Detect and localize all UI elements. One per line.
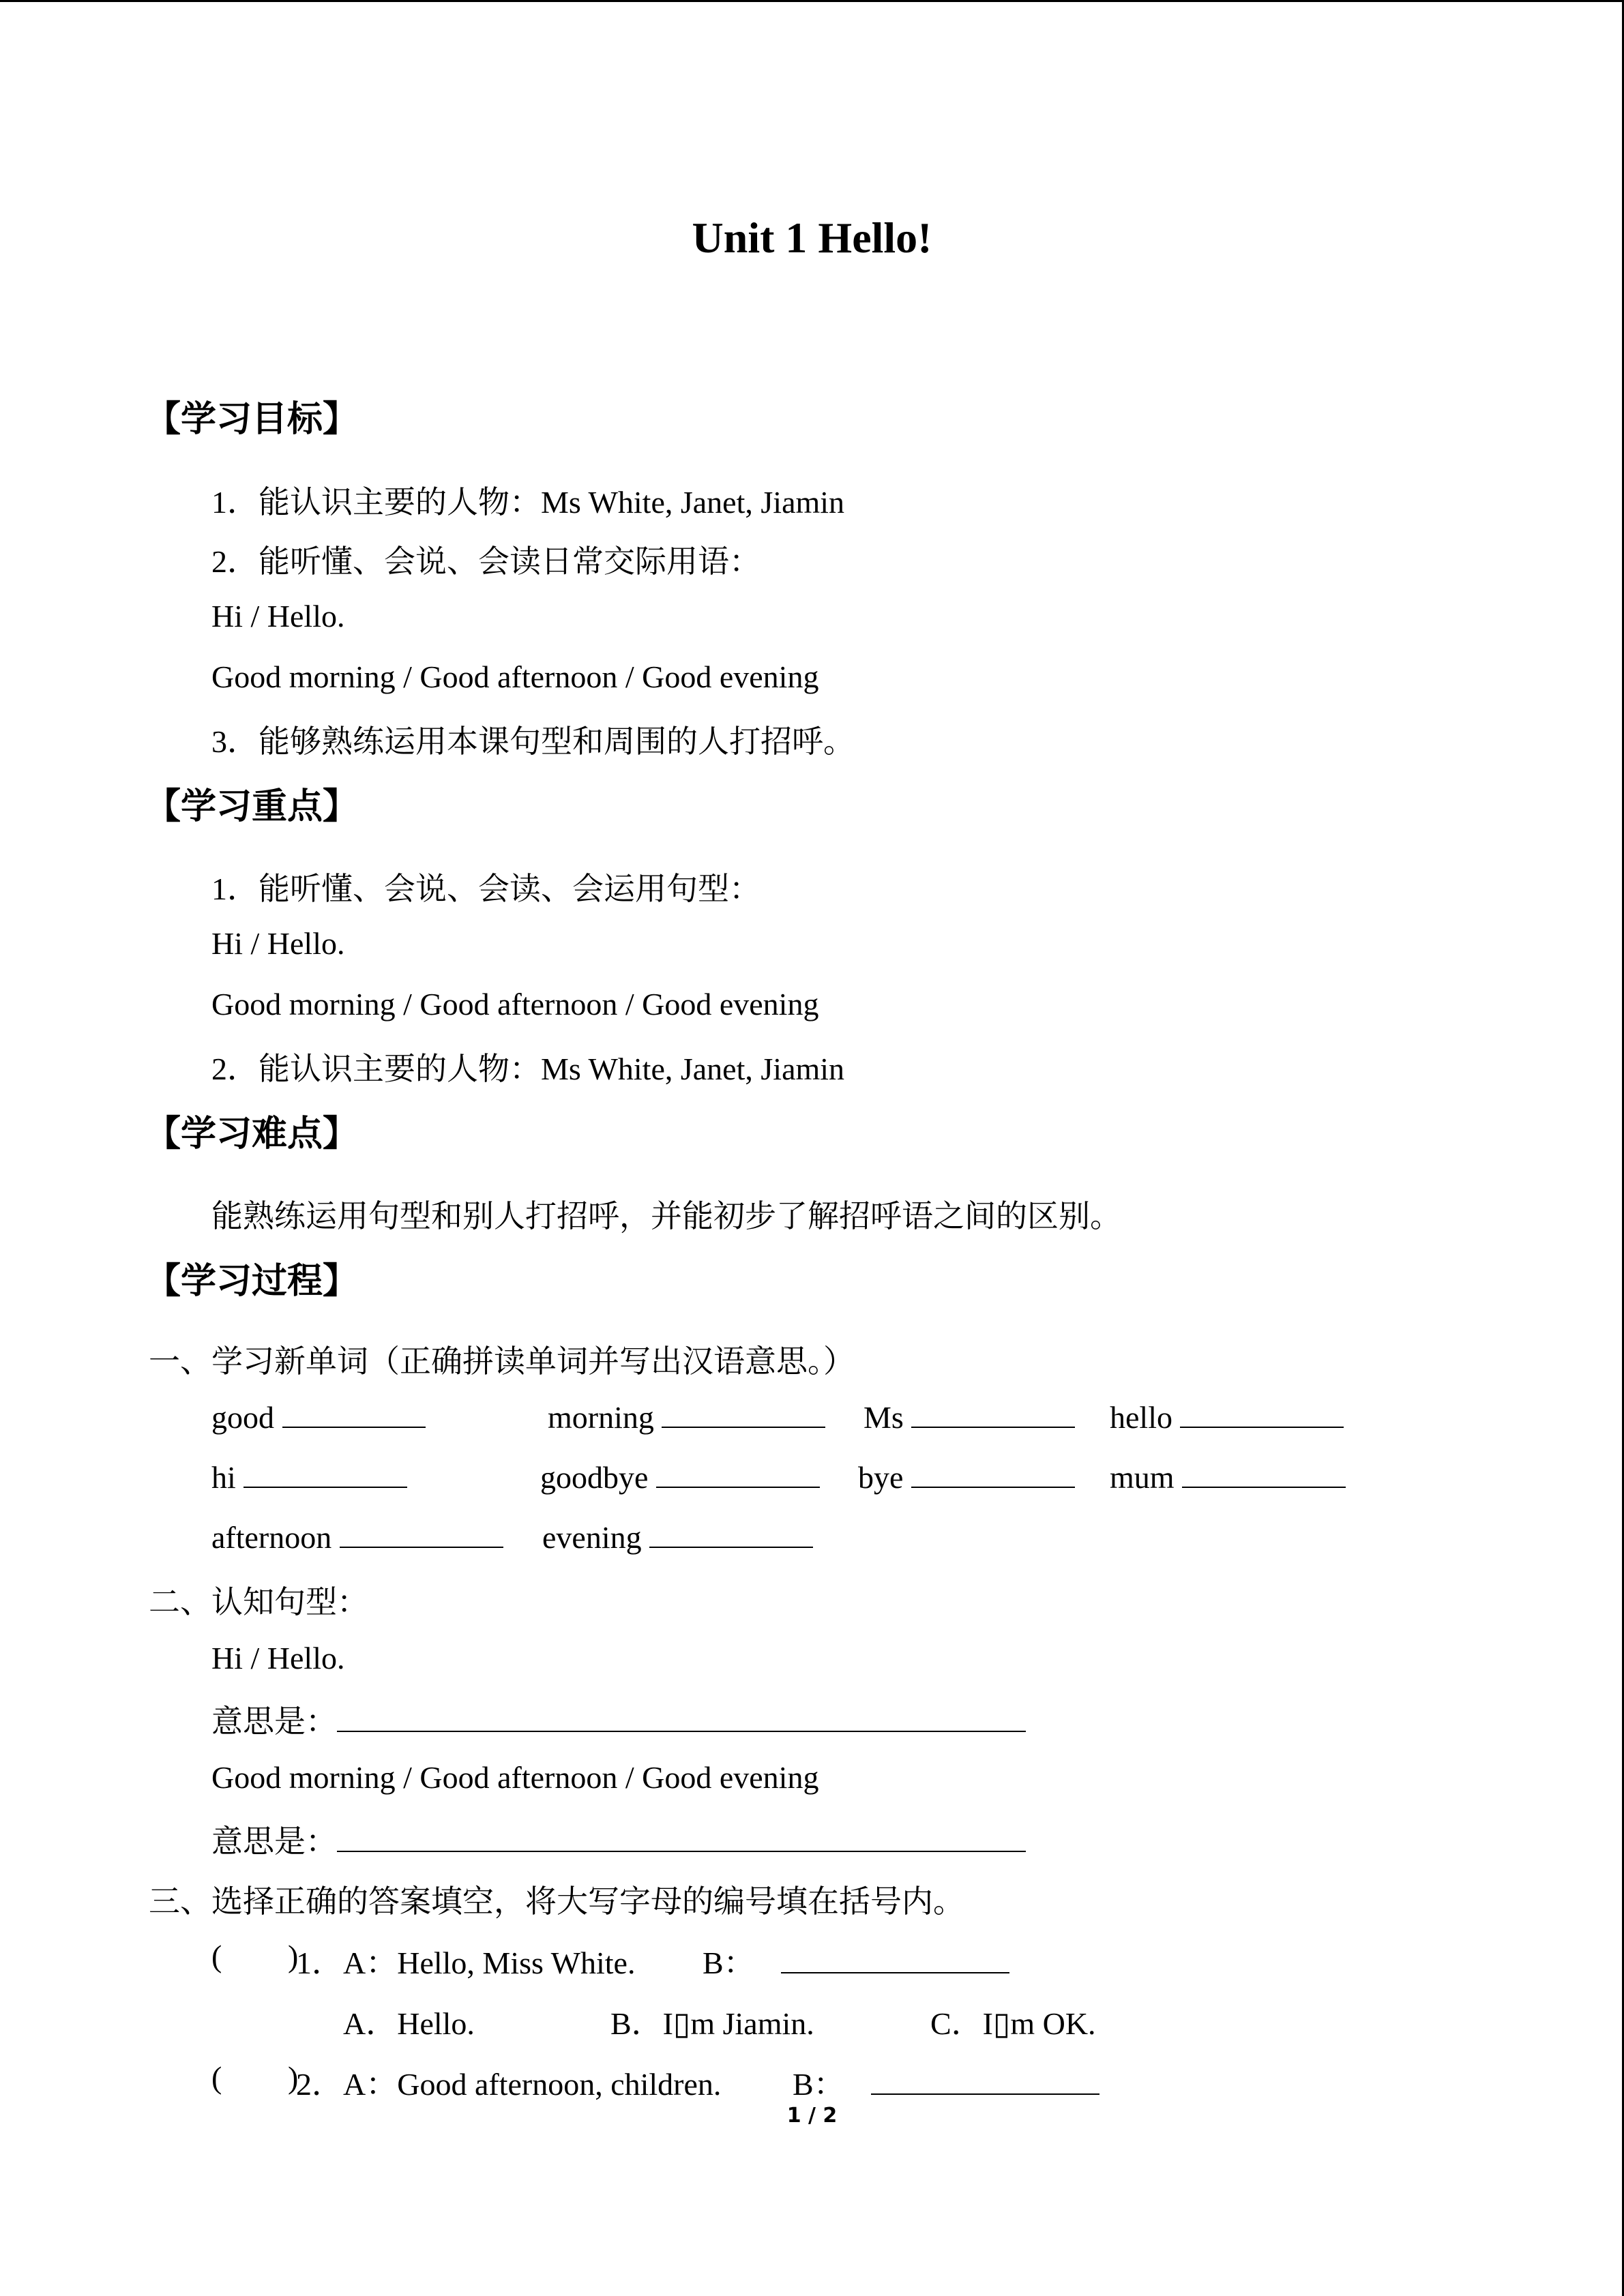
- meaning-blank[interactable]: [337, 1703, 1026, 1732]
- word-item: [1110, 1399, 1344, 1435]
- word-blank[interactable]: [662, 1399, 825, 1428]
- word-blank[interactable]: [656, 1459, 820, 1488]
- keypoint-item: 2．能认识主要的人物：Ms White, Janet, Jiamin: [211, 1052, 845, 1086]
- word-label: good: [211, 1400, 274, 1435]
- objective-item: Good morning / Good afternoon / Good evening: [211, 659, 819, 694]
- word-item: [863, 1399, 1075, 1435]
- question-2-text: 2．A：Good afternoon, children.: [296, 2067, 722, 2102]
- part2-title: 二、认知句型：: [149, 1585, 368, 1620]
- keypoint-item: 1．能听懂、会说、会读、会运用句型：: [211, 871, 761, 906]
- pattern-sentence: Good morning / Good afternoon / Good evening: [211, 1760, 819, 1795]
- objective-item: Hi / Hello.: [211, 599, 345, 633]
- heading-objectives: 【学习目标】: [145, 399, 359, 440]
- meaning-label: 意思是：: [211, 1824, 337, 1859]
- b-label: B：: [793, 2067, 845, 2102]
- question-2-b: [793, 2059, 1099, 2104]
- heading-keypoints: 【学习重点】: [145, 786, 359, 827]
- word-label: Ms: [863, 1400, 904, 1435]
- word-label: hi: [211, 1460, 236, 1495]
- meaning-label: 意思是：: [211, 1704, 337, 1739]
- meaning-blank[interactable]: [337, 1823, 1026, 1852]
- page-title: Unit 1 Hello!: [692, 213, 932, 262]
- word-item: [540, 1459, 820, 1495]
- word-item: [542, 1519, 813, 1555]
- word-blank[interactable]: [243, 1459, 407, 1488]
- objective-item: 3．能够熟练运用本课句型和周围的人打招呼。: [211, 724, 855, 759]
- part1-title: 一、学习新单词（正确拼读单词并写出汉语意思。）: [149, 1344, 855, 1379]
- b-label: B：: [703, 1945, 755, 1980]
- part3-title: 三、选择正确的答案填空，将大写字母的编号填在括号内。: [149, 1884, 964, 1919]
- answer-blank[interactable]: [871, 2066, 1099, 2095]
- answer-paren-close: ): [288, 1939, 299, 1973]
- objective-item: 1．能认识主要的人物：Ms White, Janet, Jiamin: [211, 485, 845, 520]
- word-item: [548, 1399, 825, 1435]
- word-blank[interactable]: [1182, 1459, 1346, 1488]
- answer-blank[interactable]: [781, 1945, 1009, 1973]
- answer-paren-open: (: [211, 2060, 222, 2095]
- answer-paren-open: (: [211, 1939, 222, 1973]
- word-blank[interactable]: [1180, 1399, 1344, 1428]
- page-number: 1 / 2: [786, 2104, 838, 2128]
- word-label: goodbye: [540, 1460, 649, 1495]
- meaning-line: [211, 1817, 1026, 1862]
- option-a: A．Hello.: [343, 2006, 475, 2041]
- word-blank[interactable]: [282, 1399, 426, 1428]
- top-border: [0, 0, 1624, 2]
- objective-item: 2．能听懂、会说、会读日常交际用语：: [211, 544, 761, 579]
- meaning-line: [211, 1697, 1026, 1742]
- word-item: [1110, 1459, 1346, 1495]
- question-1-text: 1．A：Hello, Miss White.: [296, 1945, 636, 1980]
- heading-difficulties: 【学习难点】: [145, 1114, 359, 1154]
- option-c: C．I▯m OK.: [930, 2006, 1096, 2041]
- keypoint-item: Hi / Hello.: [211, 926, 345, 961]
- question-1-b: [703, 1938, 1009, 1983]
- answer-paren-close: ): [288, 2060, 299, 2095]
- word-blank[interactable]: [340, 1519, 503, 1548]
- word-blank[interactable]: [911, 1459, 1075, 1488]
- word-item: [858, 1459, 1075, 1495]
- word-item: [211, 1519, 503, 1555]
- word-blank[interactable]: [649, 1519, 813, 1548]
- difficulty-text: 能熟练运用句型和别人打招呼，并能初步了解招呼语之间的区别。: [211, 1199, 1121, 1234]
- word-label: bye: [858, 1460, 904, 1495]
- word-blank[interactable]: [911, 1399, 1075, 1428]
- keypoint-item: Good morning / Good afternoon / Good evening: [211, 987, 819, 1022]
- word-label: mum: [1110, 1460, 1175, 1495]
- word-label: morning: [548, 1400, 654, 1435]
- pattern-sentence: Hi / Hello.: [211, 1641, 345, 1675]
- option-b: B．I▯m Jiamin.: [610, 2006, 814, 2041]
- word-item: [211, 1399, 426, 1435]
- heading-process: 【学习过程】: [145, 1261, 359, 1302]
- word-label: afternoon: [211, 1520, 332, 1555]
- word-label: evening: [542, 1520, 642, 1555]
- word-item: [211, 1459, 407, 1495]
- word-label: hello: [1110, 1400, 1172, 1435]
